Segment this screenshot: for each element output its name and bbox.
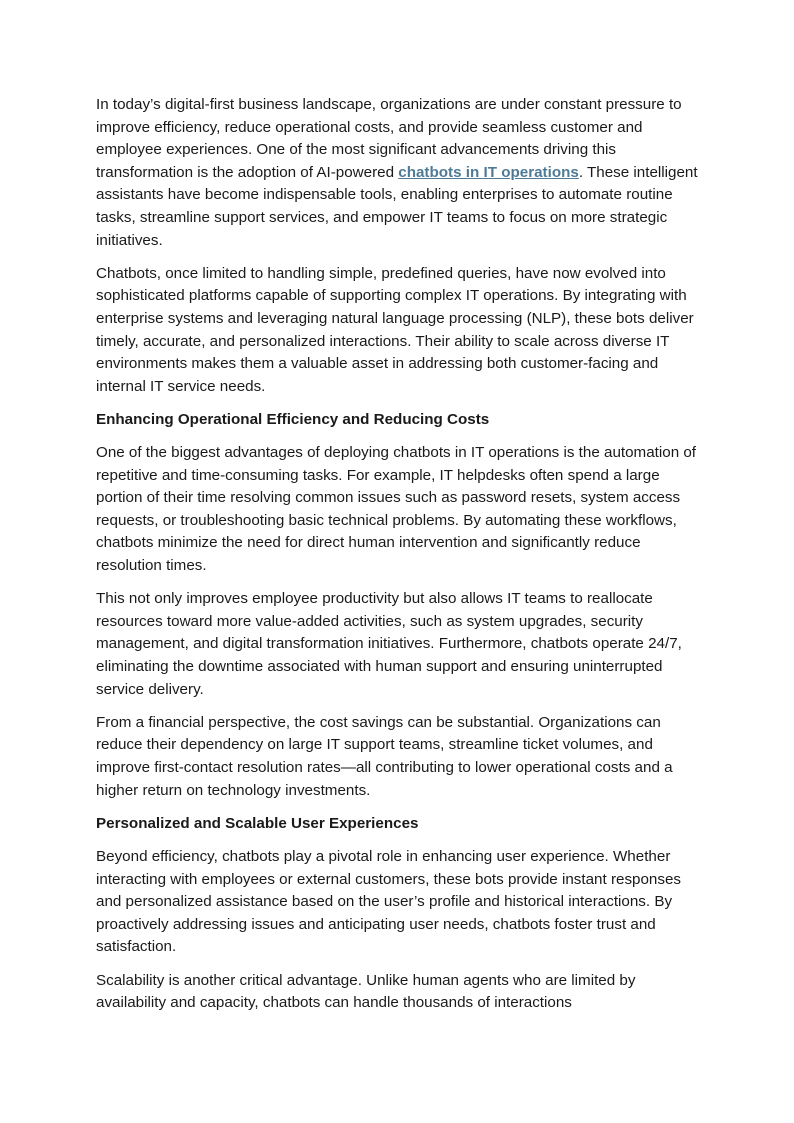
- paragraph-scalability: Scalability is another critical advantage. Unlike human agents who are limited by availability and capacity, chatbots can handle thousands of interactions: [96, 971, 636, 1012]
- paragraph-chatbots-evolution: Chatbots, once limited to handling simple, predefined queries, have now evolved into sophisticated platforms capable of supporting complex IT operations. By integrating with enterprise systems and leveraging natural language processing (NLP), these bots deliver timely, accurate, and personalized interactions. Their ability to scale across diverse IT environments makes them a valuable asset in addressing both customer-facing and internal IT service needs.: [96, 264, 694, 395]
- paragraph-intro: [96, 94, 700, 252]
- heading-user-experiences: Personalized and Scalable User Experiences: [96, 814, 419, 832]
- paragraph-intro-text-before: In today’s digital-first business landscape, organizations are under constant pressure to improve efficiency, reduce operational costs, and provide seamless customer and employee experiences. One of the most significant advancements driving this transformation is the adoption of AI-powered: [96, 96, 682, 181]
- paragraph-financial: From a financial perspective, the cost savings can be substantial. Organizations can reduce their dependency on large IT support teams, streamline ticket volumes, and improve first-contact resolution rates—all contributing to lower operational costs and a higher return on technology investments.: [96, 713, 673, 799]
- paragraph-productivity: This not only improves employee productivity but also allows IT teams to reallocate resources toward more value-added activities, such as system upgrades, security management, and digital transformation initiatives. Furthermore, chatbots operate 24/7, eliminating the downtime associated with human support and ensuring uninterrupted service delivery.: [96, 590, 682, 698]
- document-body: [96, 94, 700, 1025]
- chatbots-in-it-operations-link[interactable]: chatbots in IT operations: [398, 163, 579, 181]
- paragraph-intro-text-after: . These intelligent assistants have become indispensable tools, enabling enterprises to automate routine tasks, streamline support services, and empower IT teams to focus on more strategic initiatives.: [96, 163, 698, 249]
- paragraph-automation: One of the biggest advantages of deploying chatbots in IT operations is the automation of repetitive and time-consuming tasks. For example, IT helpdesks often spend a large portion of their time resolving common issues such as password resets, system access requests, or troubleshooting basic technical problems. By automating these workflows, chatbots minimize the need for direct human intervention and significantly reduce resolution times.: [96, 444, 697, 575]
- heading-operational-efficiency: Enhancing Operational Efficiency and Reducing Costs: [96, 410, 490, 428]
- paragraph-user-experience: Beyond efficiency, chatbots play a pivotal role in enhancing user experience. Whether interacting with employees or external customers, these bots provide instant responses and personalized assistance based on the user’s profile and historical interactions. By proactively addressing issues and anticipating user needs, chatbots foster trust and satisfaction.: [96, 847, 682, 956]
